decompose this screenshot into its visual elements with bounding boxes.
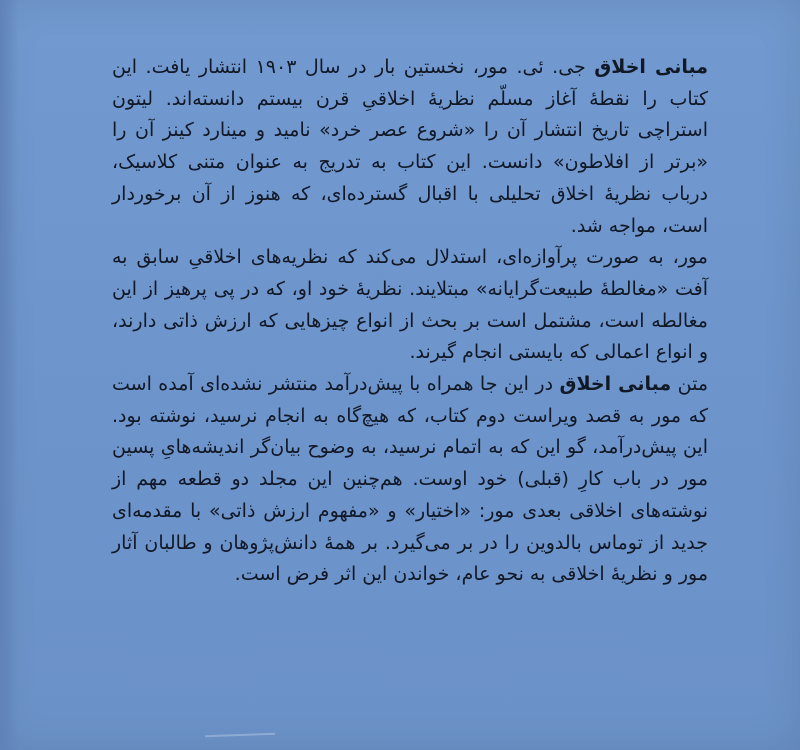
book-title-bold: مبانی اخلاق: [559, 373, 672, 396]
book-title-bold: مبانی اخلاق: [594, 56, 708, 78]
paragraph-lead: متن: [671, 373, 709, 396]
paragraph-text: جی. ئی. مور، نخستین بار در سال ۱۹۰۳ انتشار یافت. این کتاب را نقطهٔ آغاز مسلّم نظریهٔ اخلاقیِ قرن بیستم دانسته‌اند. لیتون استراچی تاریخ انتشار آن را «شروع عصر خرد» نامید و مینارد کینز آن را «برتر از افلاطون» دانست. این کتاب به تدریج به عنوان متنی کلاسیک، درباب نظریهٔ اخلاق تحلیلی با اقبال گسترده‌ای، که هنوز از آن برخوردار است، مواجه شد.: [112, 56, 708, 237]
blurb-paragraph-1: [112, 52, 708, 242]
blurb-text: [112, 52, 708, 591]
paper-fiber-mark: [205, 733, 275, 737]
paragraph-text: در این جا همراه با پیش‌درآمد منتشر نشده‌ای آمده است که مور به قصد ویراست دوم کتاب، که هیچ‌گاه به انجام نرسید، نوشته بود. این پیش‌درآمد، گو این که به اتمام نرسید، به وضوح بیان‌گر اندیشه‌هایِ پسین مور در باب کارِ (قبلی) خود اوست. هم‌چنین این مجلد دو قطعه مهم از نوشته‌های اخلاقی بعدی مور: «اختیار» و «مفهوم ارزش ذاتی» با مقدمه‌ای جدید از توماس بالدوین را در بر می‌گیرد. بر همهٔ دانش‌پژوهان و طالبان آثار مور و نظریهٔ اخلاقی به نحو عام، خواندن این اثر فرض است.: [112, 373, 708, 586]
blurb-paragraph-2: [112, 242, 708, 369]
paragraph-text: مور، به صورت پرآوازه‌ای، استدلال می‌کند که نظریه‌های اخلاقیِ سابق به آفت «مغالطهٔ طبیعت‌گرایانه» مبتلایند. نظریهٔ خود او، که در پی پرهیز از این مغالطه است، مشتمل است بر بحث از انواع چیزهایی که ارزش ذاتی دارند، و انواع اعمالی که بایستی انجام گیرند.: [112, 246, 708, 364]
cover-edge-shadow: [0, 0, 18, 750]
blurb-paragraph-3: [112, 369, 708, 591]
